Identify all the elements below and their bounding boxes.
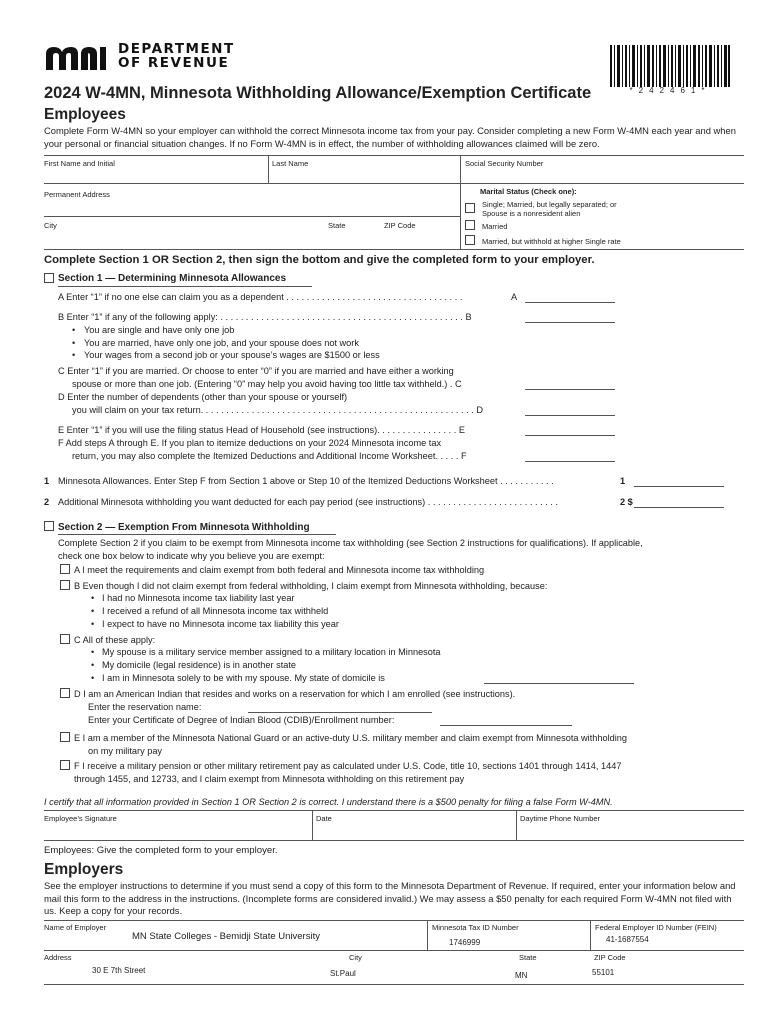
divider <box>44 920 744 921</box>
section1-line-f: F Add steps A through E. If you plan to itemize deductions on your 2024 Minnesota income tax <box>58 438 442 448</box>
barcode-number: *242461* <box>629 86 711 95</box>
city-field[interactable]: City <box>44 221 57 230</box>
line2-number: 2 <box>44 497 50 507</box>
address-field[interactable]: Permanent Address <box>44 190 110 199</box>
employers-heading: Employers <box>44 861 124 878</box>
divider <box>44 810 744 811</box>
reservation-input[interactable] <box>248 712 432 713</box>
cdib-label: Enter your Certificate of Degree of Indian Blood (CDIB)/Enrollment number: <box>88 715 395 725</box>
divider <box>268 155 269 183</box>
section1-b-bullet: You are married, have only one job, and your spouse does not work <box>84 338 359 348</box>
zip-field[interactable]: ZIP Code <box>384 221 416 230</box>
section1-b-bullet: You are single and have only one job <box>84 325 235 335</box>
divider <box>58 286 312 287</box>
section2-intro-2: check one box below to indicate why you believe you are exempt: <box>58 551 325 561</box>
marital-single-label: Single; Married, but legally separated; or <box>482 200 617 209</box>
employees-intro: Complete Form W-4MN so your employer can withhold the correct Minnesota income tax from your pay. Consider completing a new Form W-4MN each year and when your personal or financial situation changes. If no Form W-4MN is in effect, the number of withholding allowances claimed will be zero. <box>44 125 736 149</box>
divider <box>44 155 744 156</box>
exempt-e-label-2: on my military pay <box>88 746 163 756</box>
marital-single-label-2: Spouse is a nonresident alien <box>482 209 581 218</box>
marital-single-checkbox[interactable] <box>465 203 475 213</box>
employer-address-label: Address <box>44 953 72 962</box>
barcode <box>610 45 730 87</box>
date-field[interactable]: Date <box>316 814 332 823</box>
exempt-a-label: A I meet the requirements and claim exempt from both federal and Minnesota income tax withholding <box>74 565 485 575</box>
employee-signature-field[interactable]: Employee’s Signature <box>44 814 117 823</box>
mn-tax-id-label: Minnesota Tax ID Number <box>432 923 519 932</box>
divider <box>44 984 744 985</box>
divider <box>44 216 460 217</box>
line1-input[interactable] <box>634 486 724 487</box>
line2-label: 2 $ <box>620 497 633 507</box>
marital-higher-label: Married, but withhold at higher Single rate <box>482 237 621 246</box>
section1-title: Section 1 — Determining Minnesota Allowances <box>58 273 287 284</box>
reservation-label: Enter the reservation name: <box>88 702 202 712</box>
exempt-f-checkbox[interactable] <box>60 760 70 770</box>
employer-city-label: City <box>349 953 362 962</box>
divider <box>58 534 336 535</box>
cdib-input[interactable] <box>440 725 572 726</box>
exempt-f-label: F I receive a military pension or other military retirement pay as calculated under U.S. Code, title 10, sections 1401 through 1414, 1447 <box>74 761 622 771</box>
divider <box>44 249 744 250</box>
employer-name-label: Name of Employer <box>44 923 107 932</box>
section1-line-a-letter: A <box>511 292 518 302</box>
ssn-field[interactable]: Social Security Number <box>465 159 544 168</box>
divider <box>427 920 428 950</box>
divider <box>44 950 744 951</box>
give-form-note: Employees: Give the completed form to your employer. <box>44 845 278 856</box>
last-name-field[interactable]: Last Name <box>272 159 309 168</box>
exempt-c-bullet: I am in Minnesota solely to be with my spouse. My state of domicile is <box>102 673 385 683</box>
mn-tax-id-value[interactable]: 1746999 <box>449 938 481 947</box>
certification-statement: I certify that all information provided in Section 1 OR Section 2 is correct. I understand there is a $500 penalty for filing a false Form W-4MN. <box>44 797 613 807</box>
divider <box>516 810 517 840</box>
employers-intro: See the employer instructions to determine if you must send a copy of this form to the Minnesota Department of Revenue. If required, enter your information below and mail this form to the address in the instructions. (Incomplete forms are considered invalid.) We may assess a $50 penalty for each required Form W-4MN not filed with us. Keep a copy for your records. <box>44 880 736 916</box>
exempt-c-bullet: My domicile (legal residence) is in another state <box>102 660 297 670</box>
bullet-icon: • <box>91 619 95 629</box>
exempt-c-label: C All of these apply: <box>74 635 156 645</box>
section1-b-bullet: Your wages from a second job or your spouse’s wages are $1500 or less <box>84 350 380 360</box>
section1-line-f-2: return, you may also complete the Itemized Deductions and Additional Income Worksheet. . . . . F <box>72 451 467 461</box>
exempt-b-bullet: I received a refund of all Minnesota income tax withheld <box>102 606 329 616</box>
fein-label: Federal Employer ID Number (FEIN) <box>595 923 717 932</box>
divider <box>312 810 313 840</box>
section1-line-d-2: you will claim on your tax return. . . . . . . . . . . . . . . . . . . . . . . . . . . . . . . . . . . . . . . . . . . . . . . . . . . . . . D <box>72 405 483 415</box>
instructions-heading: Complete Section 1 OR Section 2, then sign the bottom and give the completed form to your employer. <box>44 254 595 266</box>
line2-input[interactable] <box>634 507 724 508</box>
bullet-icon: • <box>91 673 95 683</box>
section1-line-c: C Enter “1” if you are married. Or choose to enter “0” if you are married and have either a working <box>58 366 454 376</box>
employer-name-value[interactable]: MN State Colleges - Bemidji State University <box>132 931 320 942</box>
bullet-icon: • <box>91 606 95 616</box>
section1-line-e: E Enter “1” if you will use the filing status Head of Household (see instructions). . . . . . . . . . . . . . . . E <box>58 425 465 435</box>
phone-field[interactable]: Daytime Phone Number <box>520 814 601 823</box>
employer-state-value[interactable]: MN <box>515 971 528 980</box>
line-e-input[interactable] <box>525 435 615 436</box>
line1-number: 1 <box>44 476 50 486</box>
line-c-input[interactable] <box>525 389 615 390</box>
exempt-a-checkbox[interactable] <box>60 564 70 574</box>
employer-state-label: State <box>519 953 537 962</box>
form-title: 2024 W-4MN, Minnesota Withholding Allowance/Exemption Certificate <box>44 84 592 102</box>
exempt-b-bullet: I expect to have no Minnesota income tax liability this year <box>102 619 339 629</box>
exempt-b-checkbox[interactable] <box>60 580 70 590</box>
exempt-b-bullet: I had no Minnesota income tax liability last year <box>102 593 295 603</box>
bullet-icon: • <box>72 325 76 335</box>
section1-line-b: B Enter “1” if any of the following apply: . . . . . . . . . . . . . . . . . . . . . . . . . . . . . . . . . . . . . . . . . . . . . . . . B <box>58 312 472 322</box>
line2-text: Additional Minnesota withholding you want deducted for each pay period (see instructions) . . . . . . . . . . . . . . . . . . . . . . . . . . <box>58 497 558 507</box>
employer-zip-value[interactable]: 55101 <box>592 968 615 977</box>
exempt-e-label: E I am a member of the Minnesota National Guard or an active-duty U.S. military member and claim exempt from Minnesota withholding <box>74 733 628 743</box>
fein-value[interactable]: 41-1687554 <box>606 935 649 944</box>
line-b-input[interactable] <box>525 322 615 323</box>
line-d-input[interactable] <box>525 415 615 416</box>
bullet-icon: • <box>91 593 95 603</box>
exempt-c-bullet: My spouse is a military service member assigned to a military location in Minnesota <box>102 647 441 657</box>
bullet-icon: • <box>91 647 95 657</box>
marital-status-label: Marital Status (Check one): <box>480 187 577 196</box>
mn-logo-icon <box>44 44 108 70</box>
bullet-icon: • <box>91 660 95 670</box>
exempt-b-label: B Even though I did not claim exempt from federal withholding, I claim exempt from Minnesota withholding, because: <box>74 581 548 591</box>
line-f-input[interactable] <box>525 461 615 462</box>
marital-married-checkbox[interactable] <box>465 220 475 230</box>
department-logo-text: DEPARTMENT OF REVENUE <box>118 41 235 71</box>
section1-line-c-2: spouse or more than one job. (Entering “0” may help you avoid having too little tax withheld.) . C <box>72 379 462 389</box>
bullet-icon: • <box>72 338 76 348</box>
bullet-icon: • <box>72 350 76 360</box>
divider <box>44 183 744 184</box>
employees-heading: Employees <box>44 106 126 123</box>
exempt-d-checkbox[interactable] <box>60 688 70 698</box>
divider <box>590 920 591 950</box>
state-field[interactable]: State <box>328 221 346 230</box>
domicile-state-input[interactable] <box>484 683 634 684</box>
marital-higher-checkbox[interactable] <box>465 235 475 245</box>
marital-married-label: Married <box>482 222 508 231</box>
line1-text: Minnesota Allowances. Enter Step F from Section 1 above or Step 10 of the Itemized Deductions Worksheet . . . . . . . . . . . <box>58 476 554 486</box>
section2-checkbox[interactable] <box>44 521 54 531</box>
divider <box>460 155 461 249</box>
divider <box>44 840 744 841</box>
exempt-c-checkbox[interactable] <box>60 634 70 644</box>
exempt-d-label: D I am an American Indian that resides and works on a reservation for which I am enrolled (see instructions). <box>74 689 516 699</box>
section2-intro: Complete Section 2 if you claim to be exempt from Minnesota income tax withholding (see Section 2 instructions for qualifications). If applicable, <box>58 538 643 548</box>
employer-city-value[interactable]: St.Paul <box>330 969 356 978</box>
section1-line-d: D Enter the number of dependents (other than your spouse or yourself) <box>58 392 348 402</box>
first-name-field[interactable]: First Name and Initial <box>44 159 115 168</box>
exempt-e-checkbox[interactable] <box>60 732 70 742</box>
section1-line-a: A Enter “1” if no one else can claim you as a dependent . . . . . . . . . . . . . . . . . . . . . . . . . . . . . . . . . . . <box>58 292 463 302</box>
line1-label: 1 <box>620 476 626 486</box>
section1-checkbox[interactable] <box>44 273 54 283</box>
employer-address-value[interactable]: 30 E 7th Street <box>92 966 146 975</box>
exempt-f-label-2: through 1455, and 12733, and I claim exempt from Minnesota withholding on this retirement pay <box>74 774 465 784</box>
section2-title: Section 2 — Exemption From Minnesota Withholding <box>58 522 310 533</box>
employer-zip-label: ZIP Code <box>594 953 626 962</box>
line-a-input[interactable] <box>525 302 615 303</box>
